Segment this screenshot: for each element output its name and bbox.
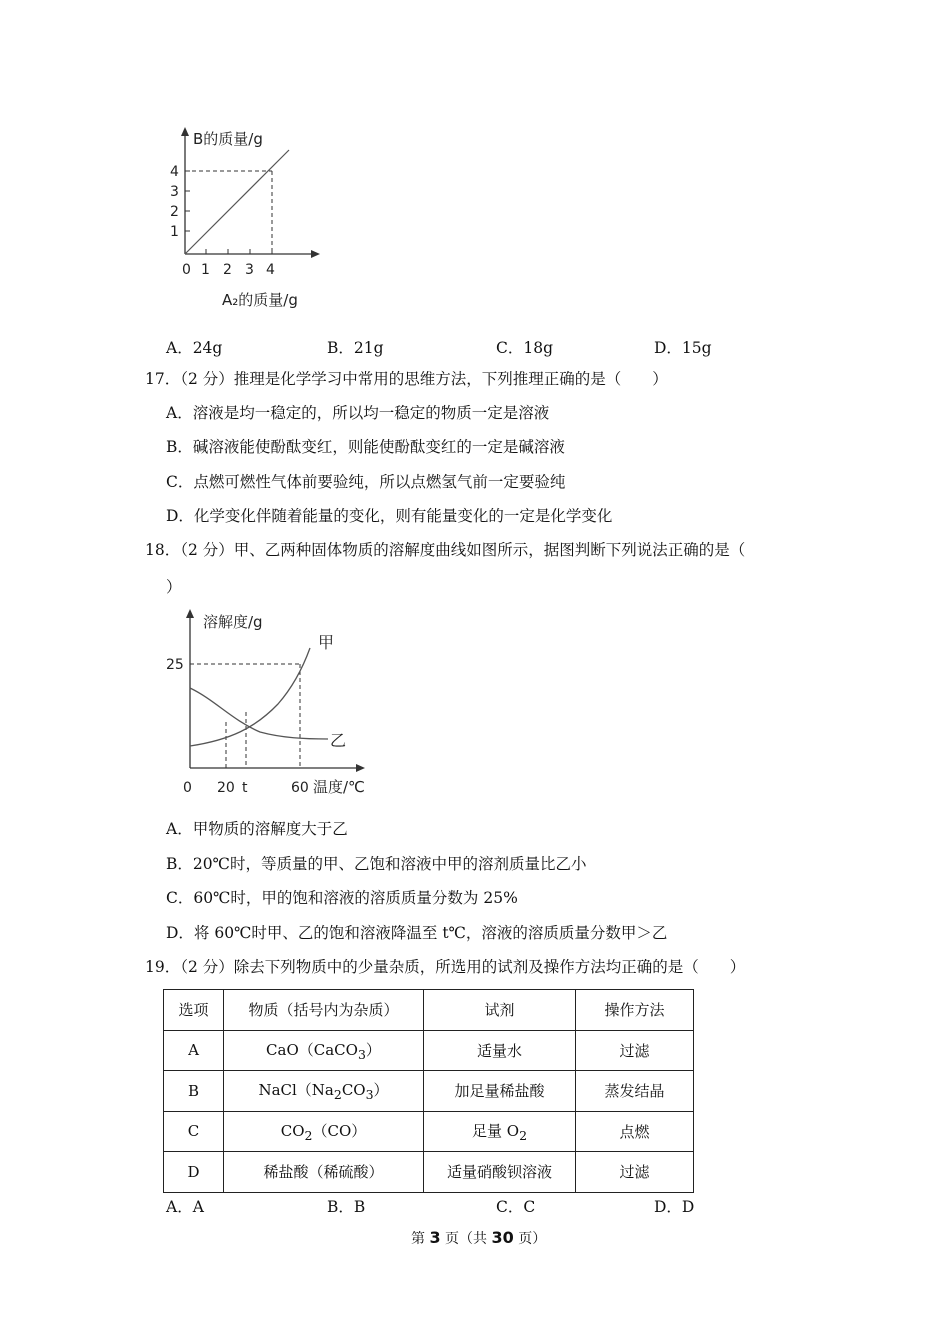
table-row <box>164 1030 694 1071</box>
q18-option-a[interactable]: A．甲物质的溶解度大于乙 <box>166 820 348 838</box>
row-reagent: 足量 $O_2$ <box>424 1111 576 1152</box>
page-footer: 第 3 页（共 30 页） <box>411 1228 547 1247</box>
y-tick-1: 1 <box>170 224 179 240</box>
row-reagent: 加足量稀盐酸 <box>424 1071 576 1112</box>
curve-label-yi: 乙 <box>330 731 347 750</box>
q17-stem: 17．（2 分）推理是化学学习中常用的思维方法，下列推理正确的是（ ） <box>145 370 668 388</box>
q16-option-d[interactable]: D．15g <box>654 339 712 357</box>
q18-stem-line1: 18．（2 分）甲、乙两种固体物质的溶解度曲线如图所示，据图判断下列说法正确的是（ <box>145 541 746 559</box>
q19-stem: 19．（2 分）除去下列物质中的少量杂质，所选用的试剂及操作方法均正确的是（ ） <box>145 958 746 976</box>
y-tick-2: 2 <box>170 204 179 220</box>
row-option: C <box>164 1111 224 1152</box>
q17-option-d[interactable]: D．化学变化伴随着能量的变化，则有能量变化的一定是化学变化 <box>166 507 613 525</box>
table-row <box>164 1111 694 1152</box>
row-substance: $CO_2(CO)$ <box>224 1111 424 1152</box>
x-axis-label: A₂的质量/g <box>222 291 298 309</box>
row-option: D <box>164 1152 224 1193</box>
page-number: 3 <box>429 1228 441 1247</box>
q19-option-a[interactable]: A．A <box>166 1198 204 1216</box>
q18-stem-line2: ） <box>166 578 182 596</box>
q19-option-c[interactable]: C．C <box>496 1198 536 1216</box>
table-row <box>164 1152 694 1193</box>
q19-option-b[interactable]: B．B <box>327 1198 366 1216</box>
x-tick-0: 0 <box>183 780 192 796</box>
q18-option-b[interactable]: B．20℃时，等质量的甲、乙饱和溶液中甲的溶剂质量比乙小 <box>166 855 587 873</box>
q17-option-a[interactable]: A．溶液是均一稳定的，所以均一稳定的物质一定是溶液 <box>166 404 550 422</box>
curve-yi <box>190 688 328 739</box>
row-method: 点燃 <box>576 1111 694 1152</box>
y-axis-label: B的质量/g <box>193 130 263 148</box>
row-reagent: 适量硝酸钡溶液 <box>424 1152 576 1193</box>
x-tick-0: 0 <box>182 262 191 278</box>
header-substance: 物质（括号内为杂质） <box>224 990 424 1031</box>
y-tick-3: 3 <box>170 184 179 200</box>
row-reagent: 适量水 <box>424 1030 576 1071</box>
x-tick-t: t <box>242 780 248 796</box>
q16-option-b[interactable]: B．21g <box>327 339 384 357</box>
x-tick-20: 20 <box>217 780 235 796</box>
q19-option-d[interactable]: D．D <box>654 1198 695 1216</box>
row-method: 过滤 <box>576 1152 694 1193</box>
x-axis-label: 温度/℃ <box>313 778 365 796</box>
solubility-graph-q18 <box>160 600 390 805</box>
table-header-row <box>164 990 694 1031</box>
total-pages: 30 <box>491 1228 514 1247</box>
x-tick-3: 3 <box>245 262 254 278</box>
mass-line <box>185 150 289 254</box>
row-method: 过滤 <box>576 1030 694 1071</box>
x-tick-60: 60 <box>291 780 309 796</box>
curve-label-jia: 甲 <box>318 633 335 652</box>
mass-graph-q16 <box>160 120 340 320</box>
header-method: 操作方法 <box>576 990 694 1031</box>
curve-jia <box>190 648 310 746</box>
row-substance: CaO（CaCO$_3$） <box>224 1030 424 1071</box>
q18-option-d[interactable]: D．将 60℃时甲、乙的饱和溶液降温至 t℃，溶液的溶质质量分数甲＞乙 <box>166 924 668 942</box>
q16-option-c[interactable]: C．18g <box>496 339 554 357</box>
header-option: 选项 <box>164 990 224 1031</box>
row-substance: 稀盐酸（稀硫酸） <box>224 1152 424 1193</box>
y-axis-label: 溶解度/g <box>203 613 263 631</box>
x-tick-2: 2 <box>223 262 232 278</box>
q18-option-c[interactable]: C．60℃时，甲的饱和溶液的溶质质量分数为 25% <box>166 889 518 907</box>
x-tick-1: 1 <box>201 262 210 278</box>
row-option: B <box>164 1071 224 1112</box>
q19-table <box>163 989 694 1193</box>
row-option: A <box>164 1030 224 1071</box>
row-method: 蒸发结晶 <box>576 1071 694 1112</box>
header-reagent: 试剂 <box>424 990 576 1031</box>
table-row <box>164 1071 694 1112</box>
q16-option-a[interactable]: A．24g <box>166 339 223 357</box>
y-tick-25: 25 <box>166 657 184 673</box>
q17-option-c[interactable]: C．点燃可燃性气体前要验纯，所以点燃氢气前一定要验纯 <box>166 473 566 491</box>
x-tick-4: 4 <box>266 262 275 278</box>
q17-option-b[interactable]: B．碱溶液能使酚酞变红，则能使酚酞变红的一定是碱溶液 <box>166 438 565 456</box>
row-substance: $NaCl(Na_2CO_3)$ <box>224 1071 424 1112</box>
y-tick-4: 4 <box>170 164 179 180</box>
